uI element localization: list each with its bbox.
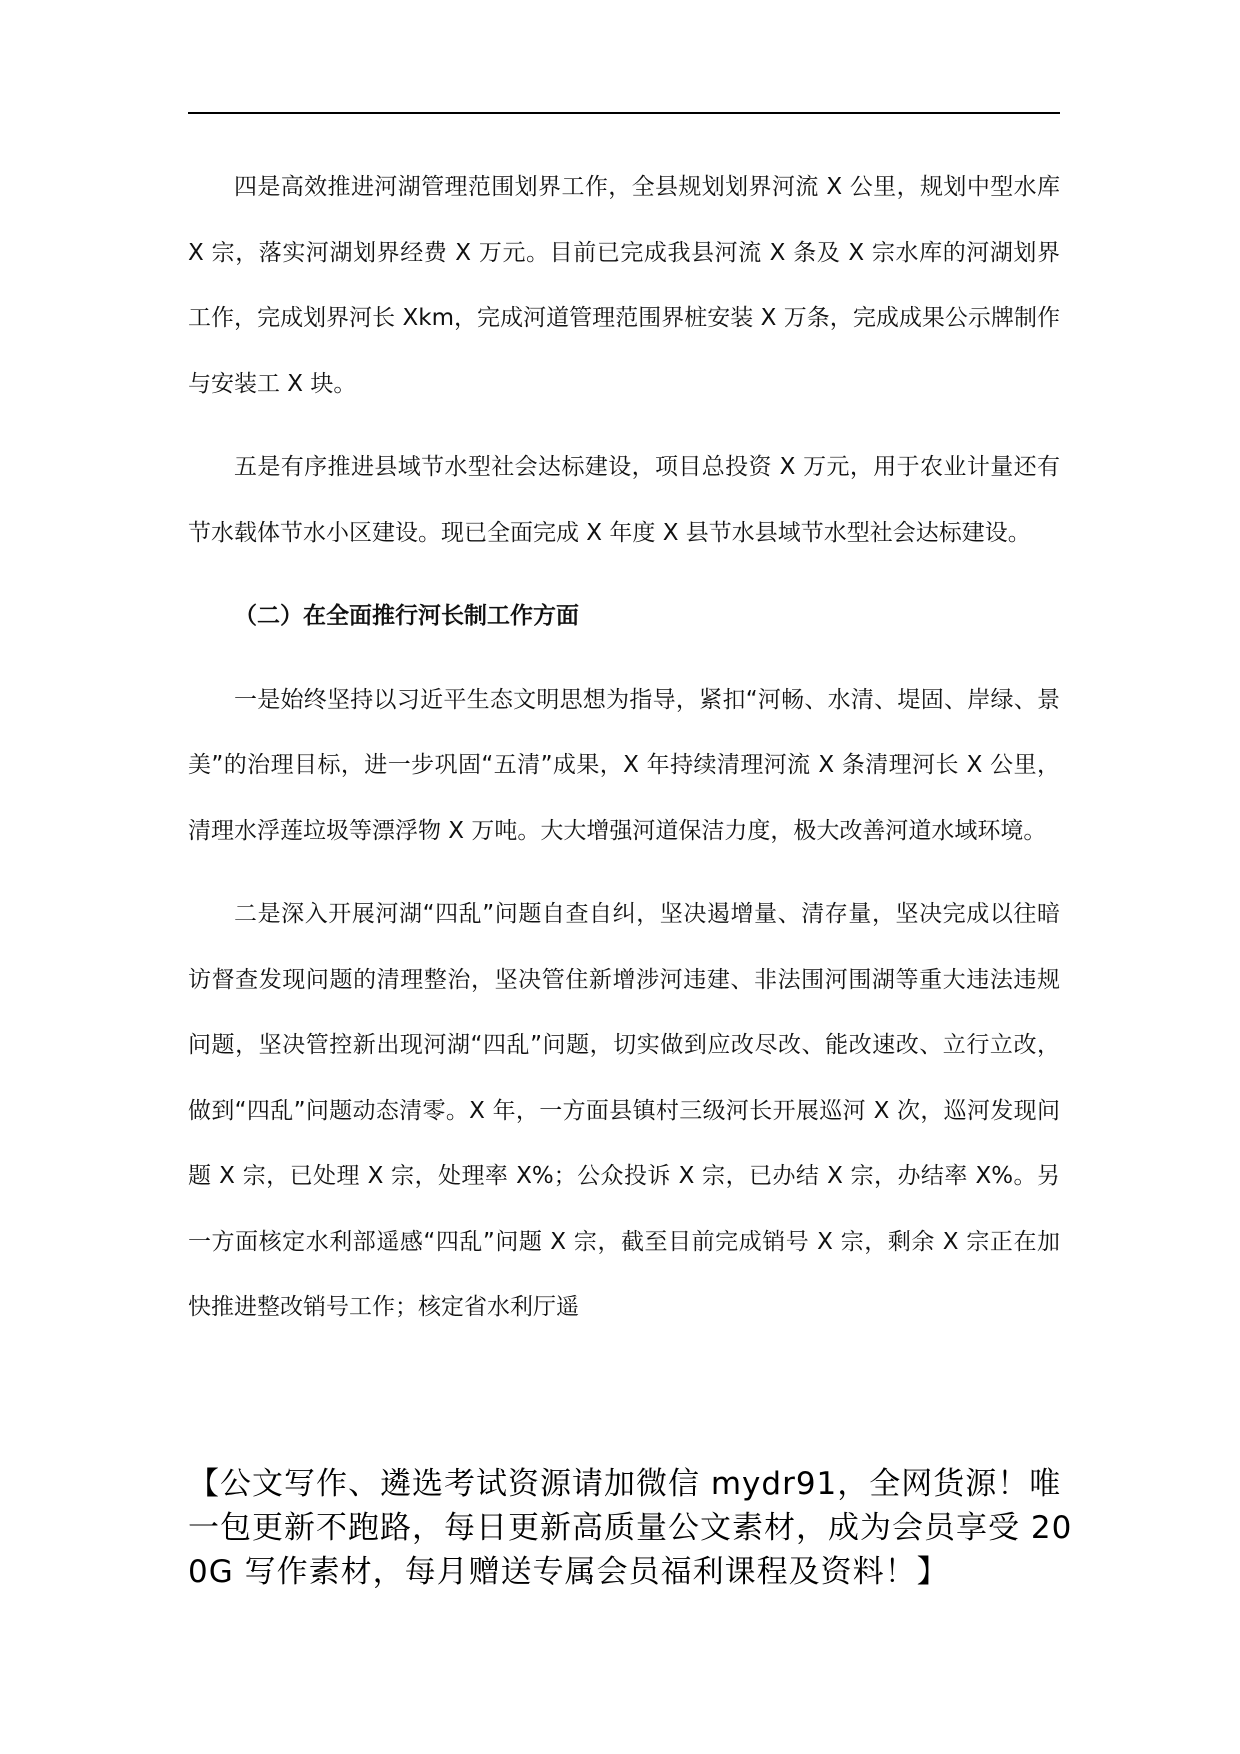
promo-banner: 【公文写作、遴选考试资源请加微信 mydr91，全网货源！唯一包更新不跑路，每日更新高质量公文素材，成为会员享受 200G 写作素材，每月赠送专属会员福利课程及资料！】 — [188, 1466, 1073, 1590]
document-body — [188, 155, 1060, 1341]
paragraph-5-water-saving: 五是有序推进县域节水型社会达标建设，项目总投资 X 万元，用于农业计量还有节水载体节水小区建设。现已全面完成 X 年度 X 县节水县域节水型社会达标建设。 — [188, 454, 1060, 546]
header-rule — [188, 112, 1060, 114]
paragraph-2-four-disorders: 二是深入开展河湖“四乱”问题自查自纠，坚决遏增量、清存量，坚决完成以往暗访督查发现问题的清理整治，坚决管住新增涉河违建、非法围河围湖等重大违法违规问题，坚决管控新出现河湖“四乱”问题，切实做到应改尽改、能改速改、立行立改，做到“四乱”问题动态清零。X 年，一方面县镇村三级河长开展巡河 X 次，巡河发现问题 X 宗，已处理 X 宗，处理率 X%；公众投诉 X 宗，已办结 X 宗，办结率 X%。另一方面核定水利部遥感“四乱”问题 X 宗，截至目前完成销号 X 宗，剩余 X 宗正在加快推进整改销号工作；核定省水利厅遥 — [188, 901, 1060, 1320]
paragraph-4-delineation: 四是高效推进河湖管理范围划界工作，全县规划划界河流 X 公里，规划中型水库 X 宗，落实河湖划界经费 X 万元。目前已完成我县河流 X 条及 X 宗水库的河湖划界工作，完成划界河长 Xkm，完成河道管理范围界桩安装 X 万条，完成成果公示牌制作与安装工 X 块。 — [188, 174, 1060, 397]
paragraph-1-ecology: 一是始终坚持以习近平生态文明思想为指导，紧扣“河畅、水清、堤固、岸绿、景美”的治理目标，进一步巩固“五清”成果，X 年持续清理河流 X 条清理河长 X 公里，清理水浮莲垃圾等漂浮物 X 万吨。大大增强河道保洁力度，极大改善河道水域环境。 — [188, 686, 1060, 844]
section-heading: （二）在全面推行河长制工作方面 — [234, 603, 579, 629]
